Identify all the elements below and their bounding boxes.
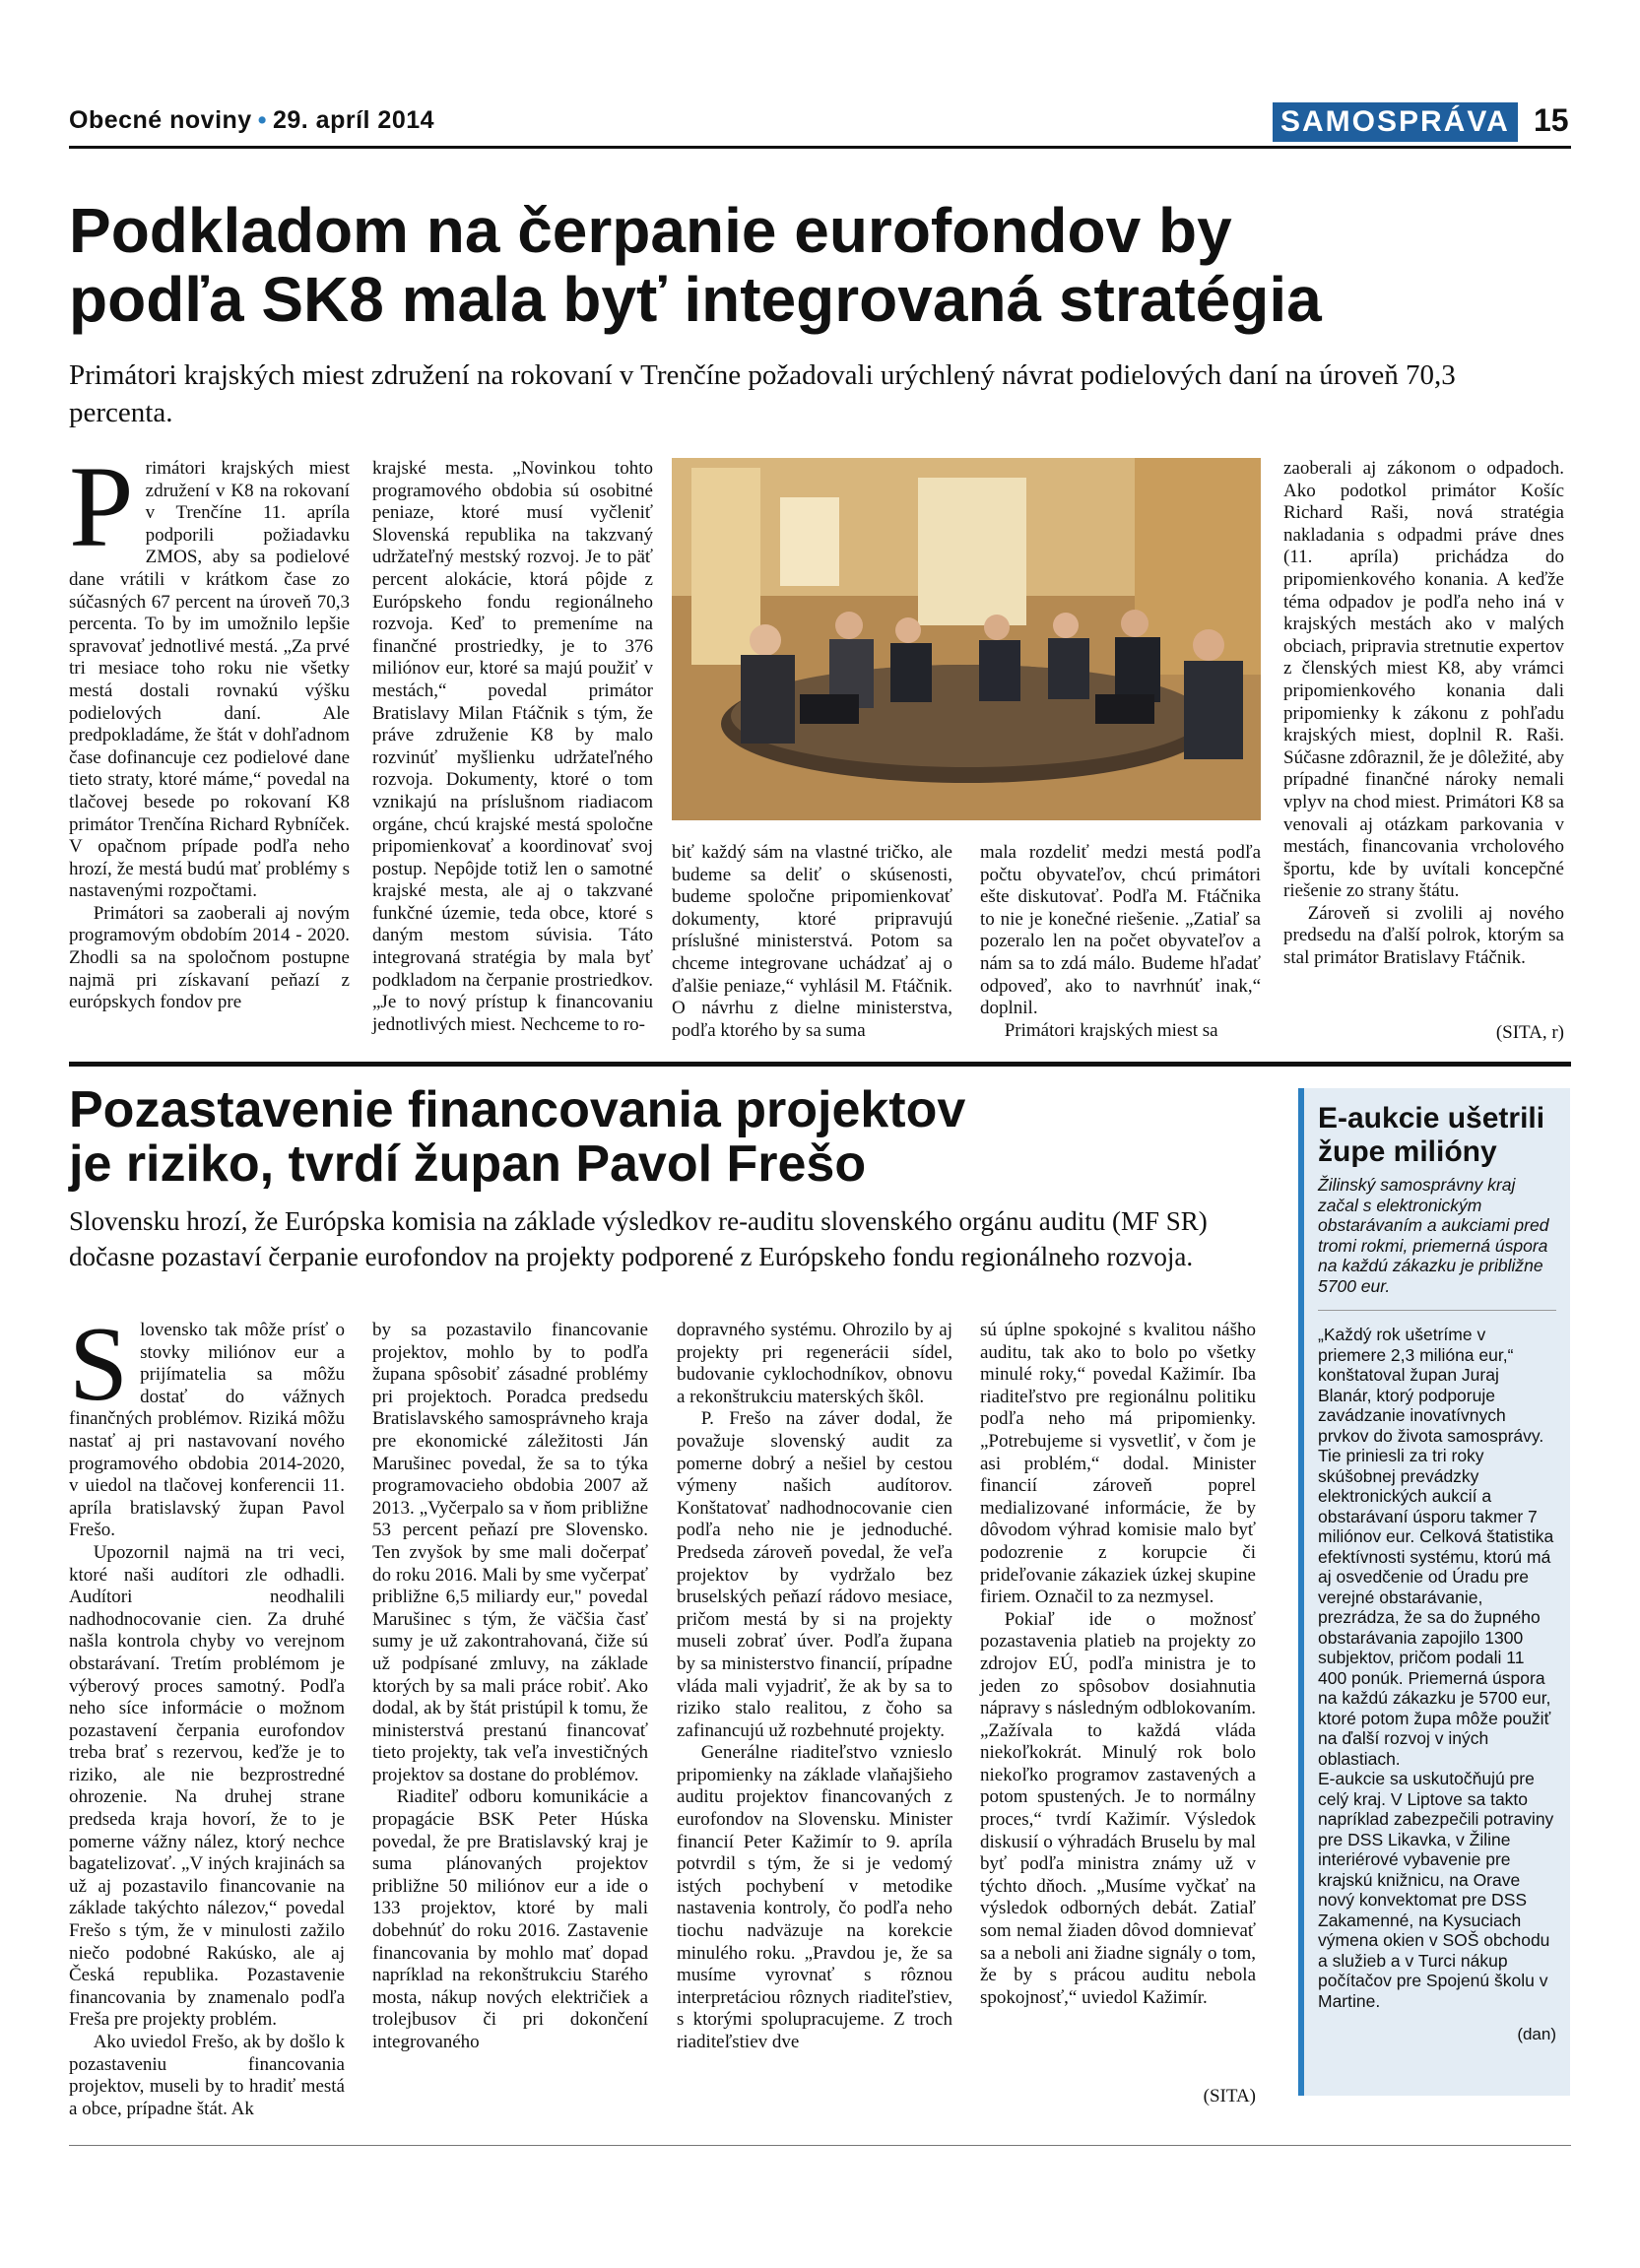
sidebar-body <box>1318 1325 1556 2011</box>
article1-paragraph: Primátori sa zaoberali aj novým programovým obdobím 2014 - 2020. Zhodli sa na spoločnom postupne najmä pri získavaní peňazí z európskych fondov pre <box>69 902 350 1013</box>
masthead <box>69 106 434 135</box>
article2-deck: Slovensku hrozí, že Európska komisia na základe výsledkov re-auditu slovenského orgánu auditu (MF SR) dočasne pozastaví čerpanie eurofondov na projekty podporené z Európskeho fondu regionálneho rozvoja. <box>69 1206 1208 1271</box>
article2-signature: (SITA) <box>1203 2086 1256 2106</box>
article1-column-2 <box>372 458 653 1036</box>
sidebar-paragraph: E-aukcie sa uskutočňujú pre celý kraj. V Liptove sa takto napríklad zabezpečili potraviny pre DSS Likavka, v Žiline interiérové vybavenie pre krajskú knižnicu, na Orave nový konvektomat pre DSS Zakamenné, na Kysuciach výmena okien v SOŠ obchodu a služieb a v Turci nákup počítačov pre Spojenú školu v Martine. <box>1318 1769 1554 2011</box>
article2-column-1 <box>69 1306 345 2120</box>
article2-paragraph: Generálne riaditeľstvo vznieslo pripomienky na základe vlaňajšieho auditu projektov financovaných z eurofondov na Slovensku. Minister financií Peter Kažimír to 9. apríla potvrdil s tým, že si je vedomý istých pochybení v metodike nastavenia kontroly, čo podľa neho tiochu nadväzuje na korekcie minulého roku. „Pravdou je, že sa musíme vyrovnať s rôznou interpretáciou rôznych riaditeľstiev, s ktorými spolupracujeme. Z troch riaditeľstiev dve <box>677 1742 952 2052</box>
article1-paragraph: Primátori krajských miest združení v K8 na rokovaní v Trenčíne 11. apríla podporili požiadavku ZMOS, aby sa podielové dane vrátili v krátkom čase zo súčasných 67 percent na úroveň 70,3 percenta. To by im umožnilo lepšie spravovať jednotlivé mestá. „Za prvé tri mesiace toho roku nie všetky mestá dostali rovnakú výšku podielových daní. Ale predpokladáme, že štát v dohľadnom čase dofinancuje cez podielové dane tieto straty, ktoré máme,“ povedal na tlačovej besede po rokovaní K8 primátor Trenčína Richard Rybníček. V opačnom prípade podľa neho hrozí, že mestá budú mať problémy s nastavenými rozpočtami. <box>69 442 350 902</box>
meeting-photo <box>672 458 1261 820</box>
article2-dropcap: S <box>69 1306 129 1423</box>
separator-dot: • <box>257 106 267 134</box>
article1-column-4 <box>980 842 1261 1042</box>
article1-column-3 <box>672 842 952 1042</box>
article1-signature: (SITA, r) <box>1495 1022 1564 1043</box>
article2-paragraph: Riaditeľ odboru komunikácie a propagácie BSK Peter Húska povedal, že pre Bratislavský kraj je suma plánovaných projektov približne 50 miliónov eur a ide o 133 projektov, ktoré by mali dobehnúť do roku 2016. Zastavenie financovania by mohlo mať dopad napríklad na rekonštrukciu Starého mosta, nákup nových električiek a trolejbusov či pri dokončení integrovaného <box>372 1786 648 2052</box>
article2-headline-line2: je riziko, tvrdí župan Pavol Frešo <box>69 1135 867 1193</box>
article2-column-2 <box>372 1320 648 2054</box>
article2-paragraph: by sa pozastavilo financovanie projektov, mohlo by to podľa župana spôsobiť zásadné problémy pri projektoch. Poradca predsedu Bratislavského samosprávneho kraja pre ekonomické záležitosti Ján Marušinec povedal, že sa to týka programovacieho obdobia 2007 až 2013. „Vyčerpalo sa v ňom približne 53 percent peňazí pre Slovensko. Ten zvyšok by sme mali dočerpať do roku 2016. Mali by sme vyčerpať približne 6,5 miliardy eur," povedal Marušinec s tým, že väčšia časť sumy je už zakontrahovaná, čiže sú už podpísané zmluvy, na základe ktorých by sa mali práce robiť. Ako dodal, ak by štát pristúpil k tomu, že ministerstvá prestanú financovať tieto projekty, tak veľa investičných projektov sa dostane do problémov. <box>372 1320 648 1785</box>
article1-dropcap: P <box>69 442 134 571</box>
article1-column-1 <box>69 442 350 1014</box>
article2-paragraph: sú úplne spokojné s kvalitou nášho auditu, tak ako to bolo po všetky minulé roky,“ povedal Kažimír. Iba riaditeľstvo pre regionálnu politiku podľa neho má pripomienky. „Potrebujeme si vysvetliť, v čom je asi problém,“ dodal. Minister financií zároveň poprel medializované informácie, že by dôvodom výhrad komisie malo byť podozrenie z korupcie či prideľovanie zákaziek úzkej skupine firiem. Označil to za nezmysel. <box>980 1320 1256 1608</box>
article2-paragraph: Upozornil najmä na tri veci, ktoré naši audítori zle odhadli. Audítori neodhalili nadhodnocovanie cien. Za druhé našla kontrola chyby vo verejnom obstarávaní. Tretím problémom je výberový proces samotný. Podľa neho síce informácie o možnom pozastavení čerpania eurofondov treba brať s rezervou, keďže je to riziko, ale nie bezprostredné ohrozenie. Na druhej strane predseda kraja hovorí, že to je pomerne vážny nález, ktorý nechce bagatelizovať. „V iných krajinách sa už aj pozastavilo financovanie na základe takýchto nálezov,“ povedal Frešo s tým, že v minulosti zažilo niečo podobné Rakúsko, ale aj Česká republika. Pozastavenie financovania by znamenalo podľa Freša pre projekty problém. <box>69 1541 345 2031</box>
article1-paragraph: biť každý sám na vlastné tričko, ale budeme sa deliť o skúsenosti, budeme spoločne pripomienkovať dokumenty, ktoré pripravujú príslušné ministerstvá. Potom sa chceme integrovane uchádzať aj o ďalšie peniaze,“ vyhlásil M. Ftáčnik. O návrhu z dielne ministerstva, podľa ktorého by sa suma <box>672 842 952 1041</box>
article2-column-4 <box>980 1320 1256 2009</box>
article2-paragraph: P. Frešo na záver dodal, že považuje slovenský audit za pomerne dobrý a nešiel by cestou výmeny našich audítorov. Konštatovať nadhodnocovanie cien podľa neho nie je jednoduché. Predseda zároveň povedal, že veľa projektov by vydržalo bez bruselských peňazí rádovo mesiace, pričom mestá by si na projekty museli zobrať úver. Podľa župana by sa ministerstvo financií, prípadne vláda mali vyjadriť, že ak by sa to riziko stalo realitou, z čoho sa zafinancujú už rozbehnuté projekty. <box>677 1408 952 1741</box>
article2-paragraph: Ako uviedol Frešo, ak by došlo k pozastaveniu financovania projektov, museli by to hradiť mestá a obce, prípadne štát. Ak <box>69 2032 345 2119</box>
article2-paragraph: dopravného systému. Ohrozilo by aj projekty pri regenerácii sídel, budovanie cyklochodníkov, obnovu a rekonštrukciu materských škôl. <box>677 1320 952 1407</box>
article2-headline <box>69 1083 1271 1192</box>
sidebar-signature: (dan) <box>1517 2025 1556 2043</box>
article1-headline-line1: Podkladom na čerpanie eurofondov by <box>69 195 1232 266</box>
article-divider <box>69 1062 1571 1067</box>
article1-column-5 <box>1283 458 1564 970</box>
article1-paragraph: Zároveň si zvolili aj nového predsedu na ďalší polrok, ktorým sa stal primátor Bratislavy Ftáčnik. <box>1283 902 1564 969</box>
footer-rule <box>69 2145 1571 2146</box>
article2-paragraph: Pokiaľ ide o možnosť pozastavenia platieb na projekty zo zdrojov EÚ, podľa ministra je to jeden zo spôsobov dosiahnutia nápravy s následným odblokovaním. „Zažívala to každá vláda niekoľkokrát. Minulý rok bolo niekoľko programov zastavených a potom spustených. Je to normálny proces,“ tvrdí Kažimír. Výsledok diskusií o výhradách Bruselu by mal byť podľa ministra známy už v týchto dňoch. „Musíme vyčkať na výsledok odborných debát. Zatiaľ som nemal žiaden dôvod domnievať sa a neboli ani žiadne signály o tom, že by s prácou auditu nebola spokojnosť,“ uviedol Kažimír. <box>980 1608 1256 2008</box>
article1-headline <box>69 197 1576 333</box>
article1-deck: Primátori krajských miest združení na rokovaní v Trenčíne požadovali urýchlený návrat podielových daní na úroveň 70,3 percenta. <box>69 359 1456 428</box>
sidebar-box <box>1298 1088 1570 2096</box>
sidebar-lead: Žilinský samosprávny kraj začal s elektronickým obstarávaním a aukciami pred tromi rokmi, priemerná úspora na každú zákazku je približne 5700 eur. <box>1318 1175 1556 1311</box>
article1-paragraph: zaoberali aj zákonom o odpadoch. Ako podotkol primátor Košíc Richard Raši, nová stratégia nakladania s odpadmi práve dnes (11. apríla) prichádza do pripomienkového konania. A keďže téma odpadov je podľa neho iná v krajských mestách ako v malých obciach, pripravia stretnutie expertov z členských miest K8, aby vrámci pripomienkového konania dali pripomienky k zákonu z pohľadu krajských miest, doplnil R. Raši. Súčasne zdôraznil, že je dôležité, aby prípadné finančné nároky nemali vplyv na chod miest. Primátori K8 sa venovali aj otázkam parkovania v mestách, financovania vrcholového športu, kde by uvítali koncepčné riešenie zo strany štátu. <box>1283 458 1564 902</box>
meeting-photo-image <box>672 458 1261 820</box>
sidebar-paragraph: „Každý rok ušetríme v priemere 2,3 milióna eur,“ konštatoval župan Juraj Blanár, ktorý podporuje zavádzanie inovatívnych prvkov do života samosprávy. Tie priniesli za tri roky skúšobnej prevádzky elektronických aukcií a obstarávaní úsporu takmer 7 miliónov eur. Celková štatistika efektívnosti systému, ktorú má aj osvedčenie od Úradu pre verejné obstarávanie, prezrádza, že sa do župného obstarávania zapojilo 1300 subjektov, pričom podali 11 400 ponúk. Priemerná úspora na každú zákazku je 5700 eur, ktoré potom župa môže použiť na ďalší rozvoj v iných oblastiach. <box>1318 1325 1554 1769</box>
header-rule <box>69 146 1571 149</box>
article1-headline-line2: podľa SK8 mala byť integrovaná stratégia <box>69 264 1322 335</box>
issue-date: 29. apríl 2014 <box>272 106 435 134</box>
article2-headline-line1: Pozastavenie financovania projektov <box>69 1081 966 1138</box>
sidebar-title: E-aukcie ušetrili župe milióny <box>1318 1102 1545 1168</box>
article2-paragraph: Slovensko tak môže prísť o stovky miliónov eur a prijímatelia sa môžu dostať do vážnych finančných problémov. Riziká môžu nastať aj pri nastavovaní nového programového obdobia 2014-2020, v uiedol na tlačovej konferencii 11. apríla bratislavský župan Pavol Frešo. <box>69 1306 345 1541</box>
publication-name: Obecné noviny <box>69 106 252 134</box>
page-number: 15 <box>1534 102 1569 138</box>
article1-paragraph: krajské mesta. „Novinkou tohto programového obdobia sú osobitné peniaze, ktoré musí vyčleniť Slovenská republika na takzvaný udržateľný mestský rozvoj. Je to päť percent alokácie, ktorá pôjde z Európskeho fondu regionálneho rozvoja. Keď to premeníme na finančné prostriedky, je to 376 miliónov eur, ktoré sa majú použiť v mestách,“ povedal primátor Bratislavy Milan Ftáčnik s tým, že práve združenie K8 by malo rozvinúť myšlienku udržateľného rozvoja. Dokumenty, ktoré o tom vznikajú na príslušnom riadiacom orgáne, chcú krajské mestá spoločne pripomienkovať a koordinovať svoj postup. Nepôjde totiž len o samotné krajské mesta, ale aj o takzvané funkčné územie, teda obce, ktoré s daným mestom súvisia. Táto integrovaná stratégia by mala byť podkladom na čerpanie prostriedkov. „Je to nový prístup k financovaniu jednotlivých miest. Nechceme to ro- <box>372 458 653 1035</box>
article1-paragraph: mala rozdeliť medzi mestá podľa počtu obyvateľov, chcú primátori ešte diskutovať. Podľa M. Ftáčnika to nie je konečné riešenie. „Zatiaľ sa pozeralo len na počet obyvateľov a nám sa to zdá málo. Budeme hľadať odpoveď, ako to navrhnúť inak,“ doplnil. <box>980 842 1261 1019</box>
article2-column-3 <box>677 1320 952 2054</box>
section-tag: SAMOSPRÁVA <box>1273 102 1518 142</box>
article1-paragraph: Primátori krajských miest sa <box>1004 1019 1218 1041</box>
